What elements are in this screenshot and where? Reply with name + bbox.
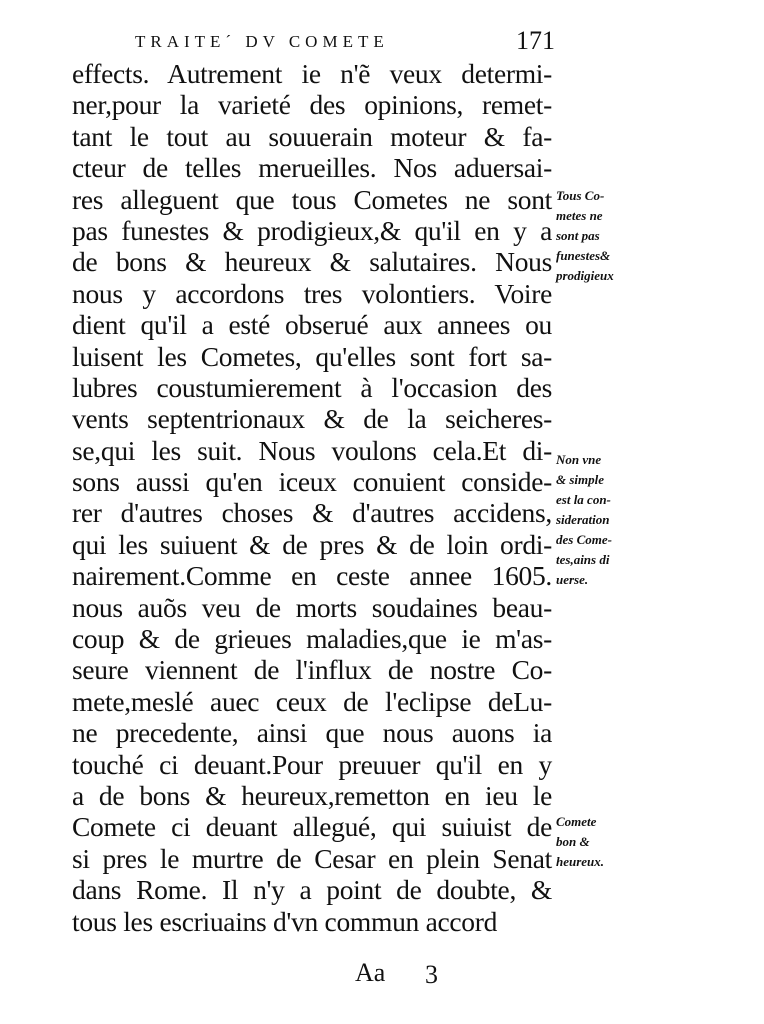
signature-number: 3 [425,960,438,989]
text-line: si pres le murtre de Cesar en plein Senat [72,842,552,874]
text-line: qui les suiuent & de pres & de loin ordi- [72,528,552,560]
text-line: tous les escriuains d'vn commun accord [72,905,498,937]
page-footer [355,958,475,990]
margin-note-line: sont pas [556,228,600,243]
text-line: ne precedente, ainsi que nous auons ia [72,717,552,749]
text-line: cteur de telles merueilles. Nos aduersai- [72,152,552,184]
margin-note-line: Non vne [556,452,602,467]
main-text-block [72,58,552,937]
running-head [135,26,555,56]
text-line: nous auõs veu de morts soudaines beau- [72,591,552,623]
text-line: mete,meslé auec ceux de l'eclipse deLu- [72,685,552,717]
text-line: pas funestes & prodigieux,& qu'il en y a [72,214,552,246]
margin-note-funestes [556,186,666,286]
margin-note-line: & simple [556,472,605,487]
margin-note-line: funestes& [556,248,611,263]
text-line: a de bons & heureux,remetton en ieu le [72,779,552,811]
text-line: ner,pour la varieté des opinions, remet- [72,89,552,121]
text-line: lubres coustumierement à l'occasion des [72,371,552,403]
text-line: nous y accordons tres volontiers. Voire [72,277,552,309]
text-line: dans Rome. Il n'y a point de doubte, & [72,874,552,906]
text-line: coup & de grieues maladies,que ie m'as- [72,623,552,655]
page-number: 171 [516,26,555,55]
margin-note-line: des Come- [556,532,612,547]
text-line: dient qu'il a esté obserué aux annees ou [72,309,552,341]
margin-note-line: prodigieux [556,268,614,283]
text-line: res alleguent que tous Cometes ne sont [72,183,552,215]
text-line: rer d'autres choses & d'autres accidens, [72,497,552,529]
margin-note-comete-bon [556,812,666,872]
margin-note-line: heureux. [556,854,605,869]
signature-mark: Aa [355,958,386,987]
text-line: se,qui les suit. Nous voulons cela.Et di- [72,434,552,466]
running-title: TRAITE´ DV COMETE [135,32,389,51]
text-line: sons aussi qu'en iceux conuient conside- [72,466,552,498]
margin-note-line: Comete [556,814,597,829]
text-line: de bons & heureux & salutaires. Nous [72,246,552,278]
margin-note-line: tes,ains di [556,552,610,567]
text-line: nairement.Comme en ceste annee 1605. [72,560,552,592]
margin-note-line: uerse. [556,572,589,587]
margin-note-line: metes ne [556,208,603,223]
margin-note-line: bon & [556,834,590,849]
text-line: luisent les Cometes, qu'elles sont fort sa- [72,340,552,372]
text-line: seure viennent de l'influx de nostre Co- [72,654,552,686]
text-line: effects. Autrement ie n'ẽ veux determi- [72,58,552,89]
margin-note-consideration [556,450,666,590]
text-line: vents septentrionaux & de la seicheres- [72,403,552,435]
text-line: tant le tout au souuerain moteur & fa- [72,120,552,152]
text-line: touché ci deuant.Pour preuuer qu'il en y [72,748,552,780]
margin-note-line: est la con- [556,492,611,507]
margin-note-line: sideration [556,512,610,527]
text-line: Comete ci deuant allegué, qui suiuist de [72,811,552,843]
margin-note-line: Tous Co- [556,188,605,203]
